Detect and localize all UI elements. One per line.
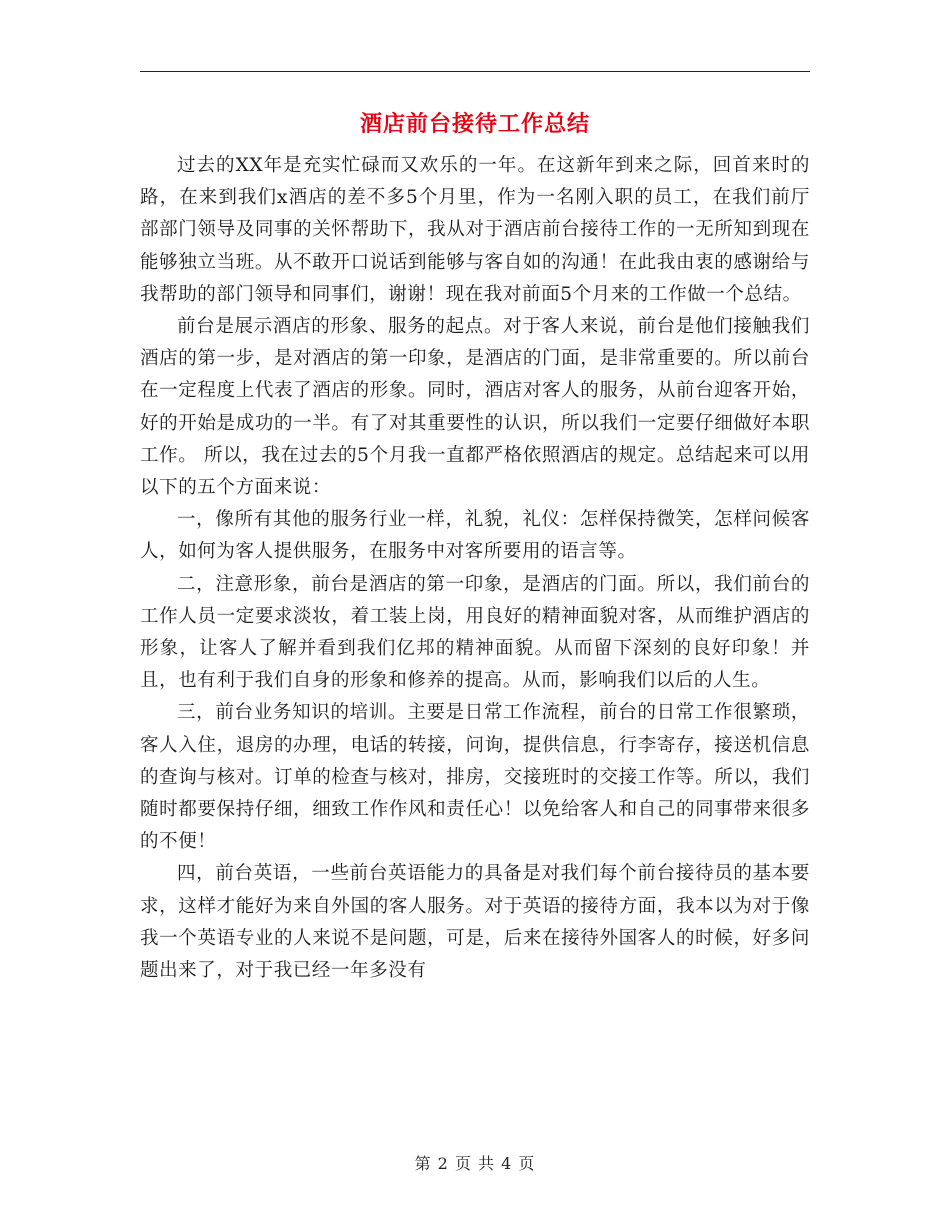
document-body: [140, 150, 810, 987]
page-footer: 第 2 页 共 4 页: [414, 1154, 536, 1173]
paragraph: 一，像所有其他的服务行业一样，礼貌，礼仪：怎样保持微笑，怎样问候客人，如何为客人提供服务，在服务中对客所要用的语言等。: [140, 509, 810, 563]
paragraph: 二，注意形象，前台是酒店的第一印象，是酒店的门面。所以，我们前台的工作人员一定要求淡妆，着工装上岗，用良好的精神面貌对客，从而维护酒店的形象，让客人了解并看到我们亿邦的精神面貌。从而留下深刻的良好印象！并且，也有利于我们自身的形象和修养的提高。从而，影响我们以后的人生。: [140, 573, 810, 692]
document-title: 酒店前台接待工作总结: [359, 112, 590, 137]
header-rule: [140, 71, 810, 72]
paragraph: 三，前台业务知识的培训。主要是日常工作流程，前台的日常工作很繁琐，客人入住，退房的办理，电话的转接，问询，提供信息，行李寄存，接送机信息的查询与核对。订单的检查与核对，排房，交接班时的交接工作等。所以，我们随时都要保持仔细，细致工作作风和责任心！以免给客人和自己的同事带来很多的不便！: [140, 702, 810, 853]
paragraph: 前台是展示酒店的形象、服务的起点。对于客人来说，前台是他们接触我们酒店的第一步，是对酒店的第一印象，是酒店的门面，是非常重要的。所以前台在一定程度上代表了酒店的形象。同时，酒店对客人的服务，从前台迎客开始，好的开始是成功的一半。有了对其重要性的认识，所以我们一定要仔细做好本职工作。 所以，我在过去的5个月我一直都严格依照酒店的规定。总结起来可以用以下的五个方面来说：: [140, 316, 810, 499]
paragraph: 四，前台英语，一些前台英语能力的具备是对我们每个前台接待员的基本要求，这样才能好为来自外国的客人服务。对于英语的接待方面，我本以为对于像我一个英语专业的人来说不是问题，可是，后来在接待外国客人的时候，好多问题出来了，对于我已经一年多没有: [140, 863, 810, 982]
paragraph: 过去的XX年是充实忙碌而又欢乐的一年。在这新年到来之际，回首来时的路，在来到我们x酒店的差不多5个月里，作为一名刚入职的员工，在我们前厅部部门领导及同事的关怀帮助下，我从对于酒店前台接待工作的一无所知到现在能够独立当班。从不敢开口说话到能够与客自如的沟通！在此我由衷的感谢给与我帮助的部门领导和同事们，谢谢！现在我对前面5个月来的工作做一个总结。: [140, 155, 810, 305]
